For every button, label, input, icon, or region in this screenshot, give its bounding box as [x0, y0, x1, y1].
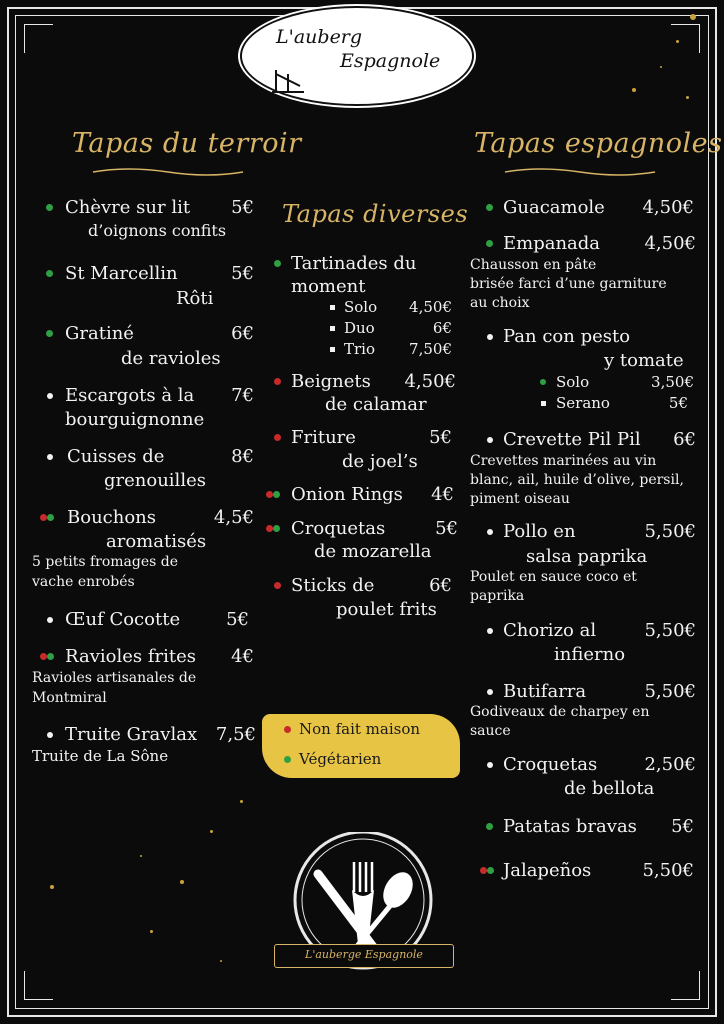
- bullet-icon: [47, 393, 53, 399]
- not-homemade-dot-icon: [274, 378, 281, 385]
- item-description: paprika: [470, 588, 525, 604]
- item-name-line2: grenouilles: [104, 470, 206, 491]
- option-label: Serano: [556, 394, 610, 412]
- item-name: Bouchons: [67, 507, 156, 528]
- ornament-divider-icon: [500, 164, 660, 180]
- vegetarian-dot-icon: [47, 653, 54, 660]
- item-name: Croquetas: [291, 518, 386, 539]
- bullet-icon: [487, 689, 493, 695]
- item-description: sauce: [470, 723, 511, 739]
- vegetarian-dot-icon: [46, 270, 53, 277]
- item-description: vache enrobés: [32, 574, 135, 590]
- item-price: 4,5€: [213, 507, 254, 528]
- bullet-icon: [330, 326, 335, 331]
- item-price: 4,50€: [404, 371, 456, 392]
- item-price: 8€: [231, 446, 254, 467]
- item-price: 4€: [231, 646, 254, 667]
- bullet-icon: [330, 305, 335, 310]
- not-homemade-dot-icon: [266, 491, 273, 498]
- item-description: piment oiseau: [470, 491, 570, 507]
- item-price: 5€: [231, 197, 254, 218]
- item-name: Truite Gravlax: [65, 724, 198, 745]
- not-homemade-dot-icon: [284, 726, 291, 733]
- bullet-icon: [487, 529, 493, 535]
- item-name-line2: de ravioles: [121, 348, 221, 369]
- not-homemade-dot-icon: [274, 434, 281, 441]
- item-description: Ravioles artisanales de: [32, 670, 197, 686]
- bullet-icon: [487, 628, 493, 634]
- option-label: Solo: [556, 373, 590, 391]
- item-price: 5€: [435, 518, 458, 539]
- item-name: Guacamole: [503, 197, 605, 218]
- item-name-line2: de bellota: [564, 778, 655, 799]
- corner-ornament: [671, 24, 700, 53]
- vegetarian-dot-icon: [487, 867, 494, 874]
- section-title-diverses: Tapas diverses: [282, 200, 469, 228]
- option-price: 7,50€: [409, 340, 452, 358]
- not-homemade-dot-icon: [266, 525, 273, 532]
- footer-logo-text: L'auberge Espagnole: [305, 948, 423, 961]
- item-name: Patatas bravas: [503, 816, 637, 837]
- item-price: 5,50€: [644, 620, 696, 641]
- item-name: Chèvre sur lit: [65, 197, 191, 218]
- vegetarian-dot-icon: [284, 756, 291, 763]
- item-name: Empanada: [503, 233, 601, 254]
- option-label: Solo: [344, 298, 378, 316]
- vegetarian-dot-icon: [273, 491, 280, 498]
- vegetarian-dot-icon: [486, 823, 493, 830]
- section-title-espagnoles: Tapas espagnoles: [474, 128, 723, 159]
- item-name: St Marcellin: [65, 263, 178, 284]
- item-name: Ravioles frites: [65, 646, 196, 667]
- item-name-line2: y tomate: [604, 350, 684, 371]
- item-name: Croquetas: [503, 754, 598, 775]
- vegetarian-dot-icon: [47, 514, 54, 521]
- footer-logo: [268, 832, 458, 982]
- corner-ornament: [24, 971, 53, 1000]
- legend-vegetarian: Végétarien: [299, 750, 382, 768]
- option-price: 3,50€: [651, 373, 694, 391]
- item-name: Onion Rings: [291, 484, 403, 505]
- item-price: 7,5€: [215, 724, 256, 745]
- item-name: Pan con pesto: [503, 326, 631, 347]
- option-price: 5€: [668, 394, 688, 412]
- item-price: 5€: [226, 609, 249, 630]
- not-homemade-dot-icon: [274, 582, 281, 589]
- vegetarian-dot-icon: [46, 330, 53, 337]
- item-description: au choix: [470, 295, 530, 311]
- item-price: 7€: [231, 385, 254, 406]
- item-price: 5€: [231, 263, 254, 284]
- item-name-line2: Rôti: [176, 288, 214, 309]
- bullet-icon: [487, 334, 493, 340]
- item-name-line2: poulet frits: [336, 599, 437, 620]
- item-name-line2: aromatisés: [106, 531, 207, 552]
- item-name-line2: de mozarella: [314, 541, 432, 562]
- item-price: 4,50€: [644, 233, 696, 254]
- item-description: Poulet en sauce coco et: [470, 569, 637, 585]
- item-name-line2: moment: [291, 276, 366, 297]
- bullet-icon: [330, 347, 335, 352]
- not-homemade-dot-icon: [480, 867, 487, 874]
- item-name: Chorizo al: [503, 620, 597, 641]
- item-price: 6€: [673, 429, 696, 450]
- bullet-icon: [47, 617, 53, 623]
- item-price: 6€: [429, 575, 452, 596]
- vegetarian-dot-icon: [540, 379, 546, 385]
- item-name-line2: de calamar: [325, 394, 427, 415]
- item-description: Montmiral: [32, 690, 107, 706]
- logo-line-1: L'auberg: [276, 26, 363, 48]
- item-name: Gratiné: [65, 323, 134, 344]
- item-name: Sticks de: [291, 575, 375, 596]
- item-description: Truite de La Sône: [32, 747, 169, 765]
- not-homemade-dot-icon: [40, 653, 47, 660]
- logo-line-2: Espagnole: [340, 50, 441, 72]
- item-name: Jalapeños: [503, 860, 592, 881]
- vegetarian-dot-icon: [486, 204, 493, 211]
- item-price: 5,50€: [642, 860, 694, 881]
- item-description: blanc, ail, huile d’olive, persil,: [470, 472, 684, 488]
- vegetarian-dot-icon: [274, 260, 281, 267]
- bullet-icon: [487, 762, 493, 768]
- corner-ornament: [24, 24, 53, 53]
- item-price: 5€: [671, 816, 694, 837]
- legend-badge: [262, 714, 460, 778]
- bullet-icon: [47, 732, 53, 738]
- corner-ornament: [671, 971, 700, 1000]
- ornament-divider-icon: [88, 164, 248, 180]
- item-name: Œuf Cocotte: [65, 609, 181, 630]
- item-description: brisée farci d’une garniture: [470, 276, 667, 292]
- item-name: Escargots à la: [65, 385, 195, 406]
- option-price: 6€: [432, 319, 452, 337]
- bridge-icon: [270, 66, 306, 94]
- item-description: Godiveaux de charpey en: [470, 704, 650, 720]
- option-label: Trio: [344, 340, 376, 358]
- item-name-line2: de joel’s: [342, 451, 418, 472]
- item-name-line2: infierno: [554, 644, 626, 665]
- footer-ribbon: [274, 944, 454, 968]
- item-name: Cuisses de: [67, 446, 165, 467]
- item-name-line2: salsa paprika: [526, 546, 648, 567]
- item-price: 5,50€: [644, 521, 696, 542]
- option-price: 4,50€: [409, 298, 452, 316]
- vegetarian-dot-icon: [486, 240, 493, 247]
- item-name: Tartinades du: [291, 253, 417, 274]
- option-label: Duo: [344, 319, 375, 337]
- restaurant-logo: [240, 6, 474, 106]
- bullet-icon: [487, 437, 493, 443]
- item-name: Friture: [291, 427, 356, 448]
- item-price: 4,50€: [642, 197, 694, 218]
- item-price: 5,50€: [644, 681, 696, 702]
- item-name-line2: d’oignons confits: [88, 221, 227, 240]
- legend-not-homemade: Non fait maison: [299, 720, 421, 738]
- item-description: Crevettes marinées au vin: [470, 453, 657, 469]
- item-name-line2: bourguignonne: [65, 409, 205, 430]
- not-homemade-dot-icon: [40, 514, 47, 521]
- item-name: Butifarra: [503, 681, 587, 702]
- item-price: 2,50€: [644, 754, 696, 775]
- bullet-icon: [47, 454, 53, 460]
- item-name: Beignets: [291, 371, 371, 392]
- item-description: Chausson en pâte: [470, 257, 597, 273]
- vegetarian-dot-icon: [46, 204, 53, 211]
- vegetarian-dot-icon: [273, 525, 280, 532]
- item-price: 6€: [231, 323, 254, 344]
- item-name: Pollo en: [503, 521, 576, 542]
- item-name: Crevette Pil Pil: [503, 429, 641, 450]
- bullet-icon: [541, 401, 546, 406]
- item-price: 5€: [429, 427, 452, 448]
- section-title-terroir: Tapas du terroir: [72, 128, 302, 159]
- item-price: 4€: [431, 484, 454, 505]
- item-description: 5 petits fromages de: [32, 554, 179, 570]
